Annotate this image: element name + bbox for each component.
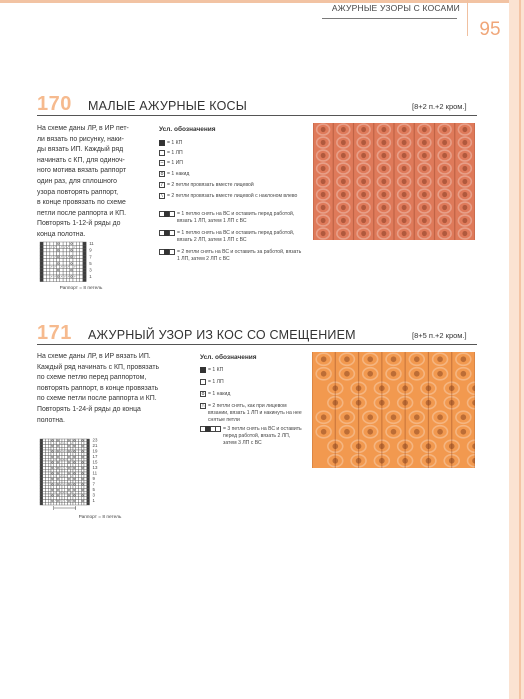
legend-item: = 1 петлю снять на ВС и оставить перед работой, вязать 1 ЛП, затем 1 ЛП с ВС xyxy=(159,211,305,225)
legend-item: = 1 ЛП xyxy=(200,379,304,386)
description-line: ного мотива вязать раппорт xyxy=(37,167,127,175)
pattern-170-chart xyxy=(37,240,149,282)
description-line: начинать с КП, для одиноч- xyxy=(37,156,125,164)
svg-text:1: 1 xyxy=(89,274,92,280)
description-line: узора повторять раппорт, xyxy=(37,188,119,196)
knit-stitch-icon xyxy=(200,379,205,385)
knit-two-together-left-icon: \ xyxy=(159,193,164,199)
legend-item: = 1 петлю снять на ВС и оставить перед работой, вязать 2 ЛП, затем 1 ЛП с ВС xyxy=(159,230,305,244)
pattern-170-number: 170 xyxy=(37,93,72,115)
svg-text:7: 7 xyxy=(92,481,95,487)
svg-text:7: 7 xyxy=(89,254,92,260)
description-line: конца полотна. xyxy=(37,230,86,238)
pattern-171-chart xyxy=(37,437,175,511)
pattern-170-stitch-count: [8+2 п.+2 кром.] xyxy=(412,102,467,111)
svg-text:11: 11 xyxy=(92,470,98,476)
svg-text:1: 1 xyxy=(92,498,95,504)
pass-slipped-stitch-icon: ∩ xyxy=(201,403,205,409)
pattern-170-rule xyxy=(37,115,477,116)
knit-stitch-icon xyxy=(159,150,164,156)
chapter-title: АЖУРНЫЕ УЗОРЫ С КОСАМИ xyxy=(331,3,460,13)
pattern-171-number: 171 xyxy=(37,322,72,344)
description-line: в конце провязать по схеме xyxy=(37,199,126,207)
pattern-171-rule xyxy=(37,344,477,345)
legend-item: ∩ = 2 петли снять, как при лицевом вязании, вязать 1 ЛП и накинуть на нее снятые петли xyxy=(201,403,302,423)
side-accent-stripe xyxy=(509,0,524,699)
svg-text:15: 15 xyxy=(92,459,98,465)
description-line: На схеме даны ЛР, в ИР пет- xyxy=(37,125,129,132)
pattern-170-knit-photo xyxy=(313,123,475,240)
svg-text:5: 5 xyxy=(92,487,95,493)
side-accent-line xyxy=(519,0,521,699)
description-line: один раз, для сплошного xyxy=(37,177,117,185)
description-line: ды вязать ИП. Каждый ряд xyxy=(37,146,124,154)
pattern-170-description xyxy=(37,124,155,241)
svg-text:17: 17 xyxy=(92,454,98,460)
legend-item: = 1 КП xyxy=(159,140,305,147)
description-line: по схеме петлю перед раппортом, xyxy=(37,374,147,382)
legend-item: / = 2 петли провязать вместе лицевой xyxy=(159,182,305,189)
svg-text:23: 23 xyxy=(92,437,98,443)
legend-item: = 1 КП xyxy=(200,367,304,374)
pattern-170-repeat-label: Раппорт = 8 петель xyxy=(59,286,103,291)
page-number: 95 xyxy=(479,19,501,40)
yarn-over-icon: o xyxy=(160,171,164,177)
legend-item: o = 1 накид xyxy=(160,171,190,177)
cable-2-over-1-icon xyxy=(159,249,174,255)
description-line: ли вязать по рисунку, наки- xyxy=(37,135,124,143)
description-line: Повторять 1-12-й ряды до xyxy=(37,220,121,228)
pattern-170-legend-title: Усл. обозначения xyxy=(159,126,216,133)
svg-text:9: 9 xyxy=(89,247,92,253)
chapter-title-underline xyxy=(322,18,457,19)
pattern-171-title: АЖУРНЫЙ УЗОР ИЗ КОС СО СМЕЩЕНИЕМ xyxy=(88,328,356,342)
pattern-171-repeat-label: Раппорт = 8 петель xyxy=(78,515,122,520)
description-line: повторять раппорт, в конце провязать xyxy=(37,384,159,392)
cable-1-over-1-icon xyxy=(159,211,174,217)
cable-3-over-2-icon xyxy=(200,426,220,432)
legend-item: \ = 2 петли провязать вместе лицевой с наклоном влево xyxy=(159,193,305,200)
knit-two-together-icon: / xyxy=(159,182,164,188)
pattern-171-description xyxy=(37,352,195,426)
svg-text:19: 19 xyxy=(92,448,98,454)
description-line: петли после раппорта и КП. xyxy=(37,209,127,217)
svg-text:21: 21 xyxy=(92,443,98,449)
legend-item: = 3 петли снять на ВС и оставить перед работой, вязать 2 ЛП, затем 3 ЛП с ВС xyxy=(200,426,304,446)
yarn-over-icon: o xyxy=(201,391,205,397)
description-line: Каждый ряд начинать с КП, провязать xyxy=(37,363,160,371)
pattern-170-title: МАЛЫЕ АЖУРНЫЕ КОСЫ xyxy=(88,99,247,113)
edge-stitch-icon xyxy=(159,140,164,146)
header-divider xyxy=(467,0,468,36)
pattern-171-legend-title: Усл. обозначения xyxy=(200,354,257,361)
description-line: На схеме даны ЛР, в ИР вязать ИП. xyxy=(37,353,151,360)
svg-text:11: 11 xyxy=(89,241,94,247)
svg-text:3: 3 xyxy=(89,267,92,273)
edge-stitch-icon xyxy=(200,367,205,373)
description-line: Повторять 1-24-й ряды до конца xyxy=(37,405,141,413)
svg-text:13: 13 xyxy=(92,465,98,471)
legend-item: – = 1 ИП xyxy=(160,160,183,166)
legend-item: = 1 ЛП xyxy=(159,150,305,157)
purl-stitch-icon: – xyxy=(160,160,164,166)
legend-item: = 2 петли снять на ВС и оставить за работой, вязать 1 ЛП, затем 2 ЛП с ВС xyxy=(159,249,305,263)
legend-item: o = 1 накид xyxy=(201,391,231,397)
description-line: полотна. xyxy=(37,416,65,424)
cable-1-over-2-icon xyxy=(159,230,174,236)
pattern-171-stitch-count: [8+5 п.+2 кром.] xyxy=(412,331,467,340)
svg-text:3: 3 xyxy=(92,492,95,498)
description-line: по схеме петли после раппорта и КП. xyxy=(37,395,157,403)
svg-text:9: 9 xyxy=(92,476,95,482)
pattern-171-knit-photo xyxy=(312,352,475,468)
svg-text:5: 5 xyxy=(89,260,92,266)
